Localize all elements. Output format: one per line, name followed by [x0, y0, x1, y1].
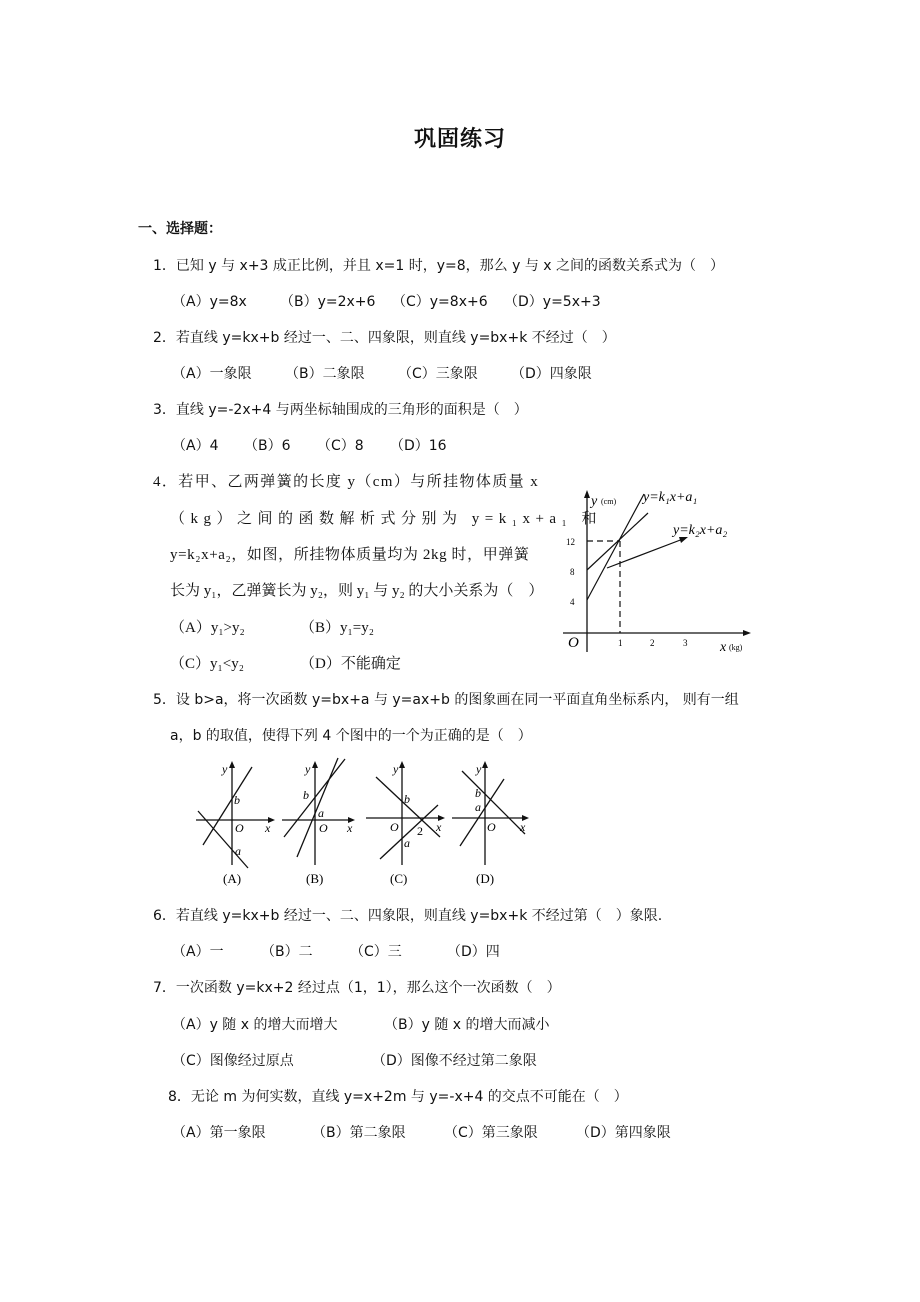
x-unit: (kg) [729, 643, 743, 652]
question-5-stem-line-2: a，b 的取值，使得下列 4 个图中的一个为正确的是（ ） [170, 728, 532, 744]
y-axis-label: y [591, 494, 598, 509]
option-c[interactable]: （C）第三象限 [444, 1125, 538, 1141]
x-tick-1: 1 [618, 638, 623, 648]
question-1-stem: 1．已知 y 与 x+3 成正比例，并且 x=1 时，y=8，那么 y 与 x 之间的函数关系式为（ ） [153, 258, 725, 274]
option-c[interactable]: （C）y₁<y₂ [170, 656, 244, 672]
graph-c-b-label: b [404, 792, 410, 806]
option-c[interactable]: （C）y=8x+6 [392, 294, 488, 310]
line-k1-steep [587, 494, 644, 600]
y-tick-4: 4 [570, 597, 575, 607]
graph-d-line-2 [460, 779, 504, 846]
option-a[interactable]: （A）4 [172, 438, 219, 454]
x-axis-arrow-icon [743, 630, 751, 636]
question-2-options [172, 363, 592, 383]
graph-c-caption: (C) [390, 871, 408, 886]
option-b[interactable]: （B）二 [261, 944, 313, 960]
graph-d-caption: (D) [476, 871, 495, 886]
option-a[interactable]: （A）y₁>y₂ [170, 620, 245, 636]
option-d[interactable]: （D）第四象限 [576, 1125, 671, 1141]
x-tick-3: 3 [683, 638, 688, 648]
option-b[interactable]: （B）y₁=y₂ [300, 620, 374, 636]
graph-a-origin: O [235, 821, 244, 835]
option-d[interactable]: （D）16 [390, 438, 447, 454]
option-b[interactable]: （B）y 随 x 的增大而减小 [384, 1017, 550, 1033]
question-4-stem-line-4: 长为 y₁，乙弹簧长为 y₂，则 y₁ 与 y₂ 的大小关系为（ ） [170, 583, 544, 599]
option-b[interactable]: （B）第二象限 [312, 1125, 406, 1141]
graph-b-a-label: a [318, 806, 324, 820]
graph-a-y-label: y [222, 762, 228, 776]
graph-d-x-label: x [520, 820, 526, 834]
line2-label: y=k₂x+a₂ [673, 523, 728, 538]
x-axis-label: x [720, 640, 727, 655]
graph-b-caption: (B) [306, 871, 324, 886]
section-heading: 一、选择题： [138, 221, 222, 237]
option-c[interactable]: （C）8 [317, 438, 364, 454]
option-d[interactable]: （D）四象限 [511, 366, 592, 382]
option-c[interactable]: （C）三象限 [398, 366, 478, 382]
graph-d-y-arrow-icon [482, 761, 488, 768]
option-c[interactable]: （C）三 [350, 944, 402, 960]
question-8-options [172, 1122, 671, 1142]
option-d[interactable]: （D）不能确定 [300, 656, 401, 672]
graph-d-a-label: a [475, 800, 481, 814]
question-4-options-row-1 [170, 616, 374, 637]
question-4-stem-line-1: 4．若甲、乙两弹簧的长度 y（cm）与所挂物体质量 x [153, 474, 540, 490]
y-axis-arrow-icon [584, 490, 590, 498]
question-2-stem: 2．若直线 y=kx+b 经过一、二、四象限，则直线 y=bx+k 不经过（ ） [153, 330, 616, 346]
graph-b-y-label: y [305, 762, 311, 776]
graph-b-origin: O [319, 821, 328, 835]
question-7-options-row-2 [172, 1050, 537, 1070]
graph-a-caption: (A) [223, 871, 242, 886]
graph-c-x-intercept: 2 [417, 824, 423, 838]
option-b[interactable]: （B）二象限 [285, 366, 365, 382]
graph-c-y-arrow-icon [399, 761, 405, 768]
question-4-options-row-2 [170, 652, 401, 673]
option-b[interactable]: （B）6 [244, 438, 291, 454]
option-a[interactable]: （A）y 随 x 的增大而增大 [172, 1017, 338, 1033]
y-tick-8: 8 [570, 567, 575, 577]
question-4-stem-line-2: （kg）之间的函数解析式分别为 y=k₁x+a₁ 和 [170, 511, 603, 527]
option-c[interactable]: （C）图像经过原点 [172, 1053, 294, 1069]
graph-c-y-label: y [393, 762, 399, 776]
question-3-stem: 3．直线 y=-2x+4 与两坐标轴围成的三角形的面积是（ ） [153, 402, 528, 418]
graph-b-x-label: x [347, 821, 353, 835]
spring-length-graph [555, 480, 765, 660]
question-4-stem-line-3: y=k₂x+a₂，如图，所挂物体质量均为 2kg 时，甲弹簧 [170, 547, 530, 563]
y-tick-12: 12 [566, 537, 575, 547]
y-unit: (cm) [601, 497, 617, 506]
option-a[interactable]: （A）一象限 [172, 366, 252, 382]
graph-c-line-2 [380, 805, 438, 859]
graph-d-origin: O [487, 820, 496, 834]
question-7-options-row-1 [172, 1014, 550, 1034]
graph-a-a-label: a [235, 844, 241, 858]
page-title: 巩固练习 [413, 127, 506, 152]
graph-c-a-label: a [404, 836, 410, 850]
question-8-stem: 8．无论 m 为何实数，直线 y=x+2m 与 y=-x+4 的交点不可能在（ ） [168, 1089, 628, 1105]
graph-a [196, 763, 272, 868]
graph-c-origin: O [390, 820, 399, 834]
question-1-options [172, 291, 601, 311]
graph-a-b-label: b [234, 793, 240, 807]
option-d[interactable]: （D）y=5x+3 [504, 294, 601, 310]
x-tick-2: 2 [650, 638, 655, 648]
graph-d-b-label: b [475, 786, 481, 800]
graph-d-y-label: y [476, 762, 482, 776]
graph-a-x-label: x [265, 821, 271, 835]
option-a[interactable]: （A）第一象限 [172, 1125, 266, 1141]
question-5-graphs [190, 755, 535, 890]
question-7-stem: 7．一次函数 y=kx+2 经过点（1，1），那么这个一次函数（ ） [153, 980, 561, 996]
graph-b [282, 758, 352, 865]
question-5-stem-line-1: 5．设 b>a，将一次函数 y=bx+a 与 y=ax+b 的图象画在同一平面直角坐标系内， 则有一组 [153, 692, 739, 708]
origin-label: O [568, 635, 579, 651]
graph-c-line-1 [376, 777, 440, 837]
question-6-options [172, 941, 500, 961]
line-k1-shallow [587, 513, 648, 570]
line1-label: y=k₁x+a₁ [643, 490, 698, 505]
option-b[interactable]: （B）y=2x+6 [280, 294, 376, 310]
question-3-options [172, 435, 447, 455]
graph-a-y-arrow-icon [229, 761, 235, 768]
graph-c-x-label: x [436, 820, 442, 834]
option-a[interactable]: （A）y=8x [172, 294, 247, 310]
graph-d-lines [452, 763, 526, 865]
option-d[interactable]: （D）四 [447, 944, 500, 960]
option-a[interactable]: （A）一 [172, 944, 224, 960]
graph-a-line-1 [203, 767, 252, 845]
graph-b-y-arrow-icon [312, 761, 318, 768]
line-k2 [607, 539, 683, 568]
question-6-stem: 6．若直线 y=kx+b 经过一、二、四象限，则直线 y=bx+k 不经过第（ ）象限. [153, 908, 663, 924]
graph-b-b-label: b [303, 788, 309, 802]
option-d[interactable]: （D）图像不经过第二象限 [372, 1053, 537, 1069]
